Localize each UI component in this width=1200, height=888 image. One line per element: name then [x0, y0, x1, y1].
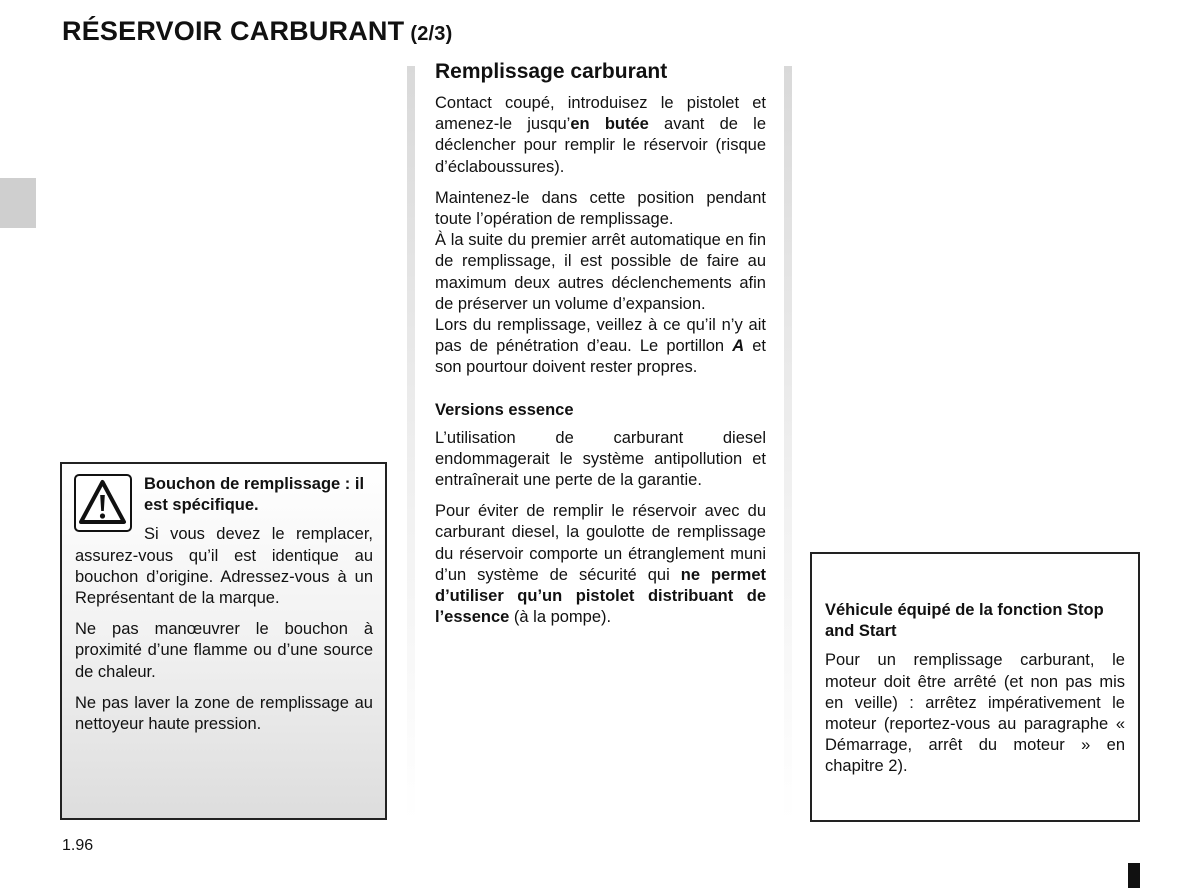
warning-paragraph-flame: Ne pas manœuvrer le bouchon à proximité d’une flamme ou d’une source de chaleur.: [75, 620, 373, 681]
main-column: [435, 60, 766, 638]
warning-heading: Bouchon de remplissage : il est spécifique.: [144, 475, 365, 515]
paragraph-diesel-warning: L’utilisation de carburant diesel endommagerait le système antipollution et entraînerait une perte de la garantie.: [435, 428, 766, 490]
paragraph-auto-stop: À la suite du premier arrêt automatique en fin de remplissage, il est possible de faire au maximum deux autres déclenchements afin de préserver un volume d’expansion.: [435, 231, 766, 313]
warning-box: [60, 462, 387, 820]
info-heading: Véhicule équipé de la fonction Stop and Start: [825, 601, 1104, 641]
info-paragraph: Pour un remplissage carburant, le moteur doit être arrêté (et non pas mis en veille) : arrêtez impérativement le moteur (reportez-vous au paragraphe « Démarrage, arrêt du moteur » en chapitre 2).: [825, 651, 1125, 776]
paragraph-water: Lors du remplissage, veillez à ce qu’il n’y ait pas de pénétration d’eau. Le portillon A et son pourtour doivent rester propres.: [435, 316, 766, 377]
page-title-suffix: (2/3): [410, 23, 453, 45]
page-title-text: RÉSERVOIR CARBURANT: [62, 16, 405, 46]
warning-paragraph-washer: Ne pas laver la zone de remplissage au nettoyeur haute pression.: [75, 693, 373, 734]
page-number: 1.96: [62, 837, 94, 854]
paragraph-insert-nozzle: Contact coupé, introduisez le pistolet et amenez-le jusqu’en butée avant de le déclencher pour remplir le réservoir (risque d’éclaboussures).: [435, 94, 766, 176]
page-corner-marker: [1128, 863, 1140, 888]
stop-start-info-box: [810, 552, 1140, 822]
warning-paragraph-replace: Si vous devez le remplacer, assurez-vous qu’il est identique au bouchon d’origine. Adressez-vous à un Représentant de la marque.: [75, 525, 373, 608]
chapter-tab-marker: [0, 178, 36, 228]
paragraph-hold-position: Maintenez-le dans cette position pendant toute l’opération de remplissage.: [435, 188, 766, 229]
warning-triangle-icon: [74, 474, 132, 532]
page-title: [62, 16, 452, 47]
subsection-heading: Versions essence: [435, 400, 574, 419]
paragraph-filler-neck: Pour éviter de remplir le réservoir avec du carburant diesel, la goulotte de remplissage du réservoir comporte un étranglement muni d’un système de sécurité qui ne permet d’utiliser qu’un pistolet distribuant de l’essence (à la pompe).: [435, 502, 766, 627]
section-heading: Remplissage carburant: [435, 60, 668, 83]
